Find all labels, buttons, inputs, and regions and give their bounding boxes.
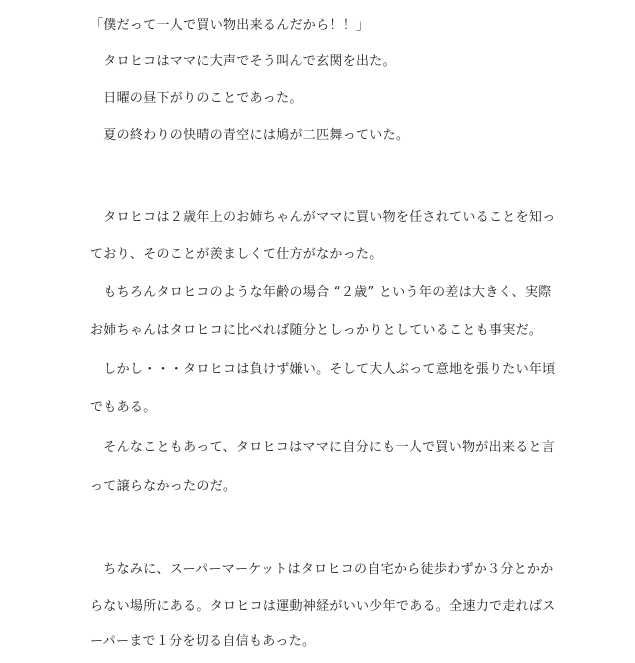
text-line: って譲らなかったのだ。 (90, 479, 237, 494)
text-line: しかし・・・タロヒコは負けず嫌い。そして大人ぶって意地を張りたい年頃 (90, 362, 556, 377)
text-line: もちろんタロヒコのような年齢の場合 “２歳” という年の差は大きく、実際 (90, 285, 552, 300)
text-line: 日曜の昼下がりのことであった。 (90, 91, 303, 106)
text-line: タロヒコはママに大声でそう叫んで玄関を出た。 (90, 54, 396, 69)
text-line: ており、そのことが羨ましくて仕方がなかった。 (90, 247, 383, 262)
text-line: タロヒコは２歳年上のお姉ちゃんがママに買い物を任されていることを知っ (90, 210, 556, 225)
text-line: 夏の終わりの快晴の青空には鳩が二匹舞っていた。 (90, 128, 410, 143)
text-line: らない場所にある。タロヒコは運動神経がいい少年である。全速力で走ればス (90, 599, 556, 614)
text-line: そんなこともあって、タロヒコはママに自分にも一人で買い物が出来ると言 (90, 440, 556, 455)
text-line: お姉ちゃんはタロヒコに比べれば随分としっかりとしていることも事実だ。 (90, 323, 543, 338)
text-line: ちなみに、スーパーマーケットはタロヒコの自宅から徒歩わずか３分とかか (90, 562, 554, 577)
text-line: ーパーまで１分を切る自信もあった。 (90, 634, 316, 649)
text-line: 「僕だって一人で買い物出来るんだから！！」 (90, 18, 370, 33)
text-line: でもある。 (90, 400, 157, 415)
